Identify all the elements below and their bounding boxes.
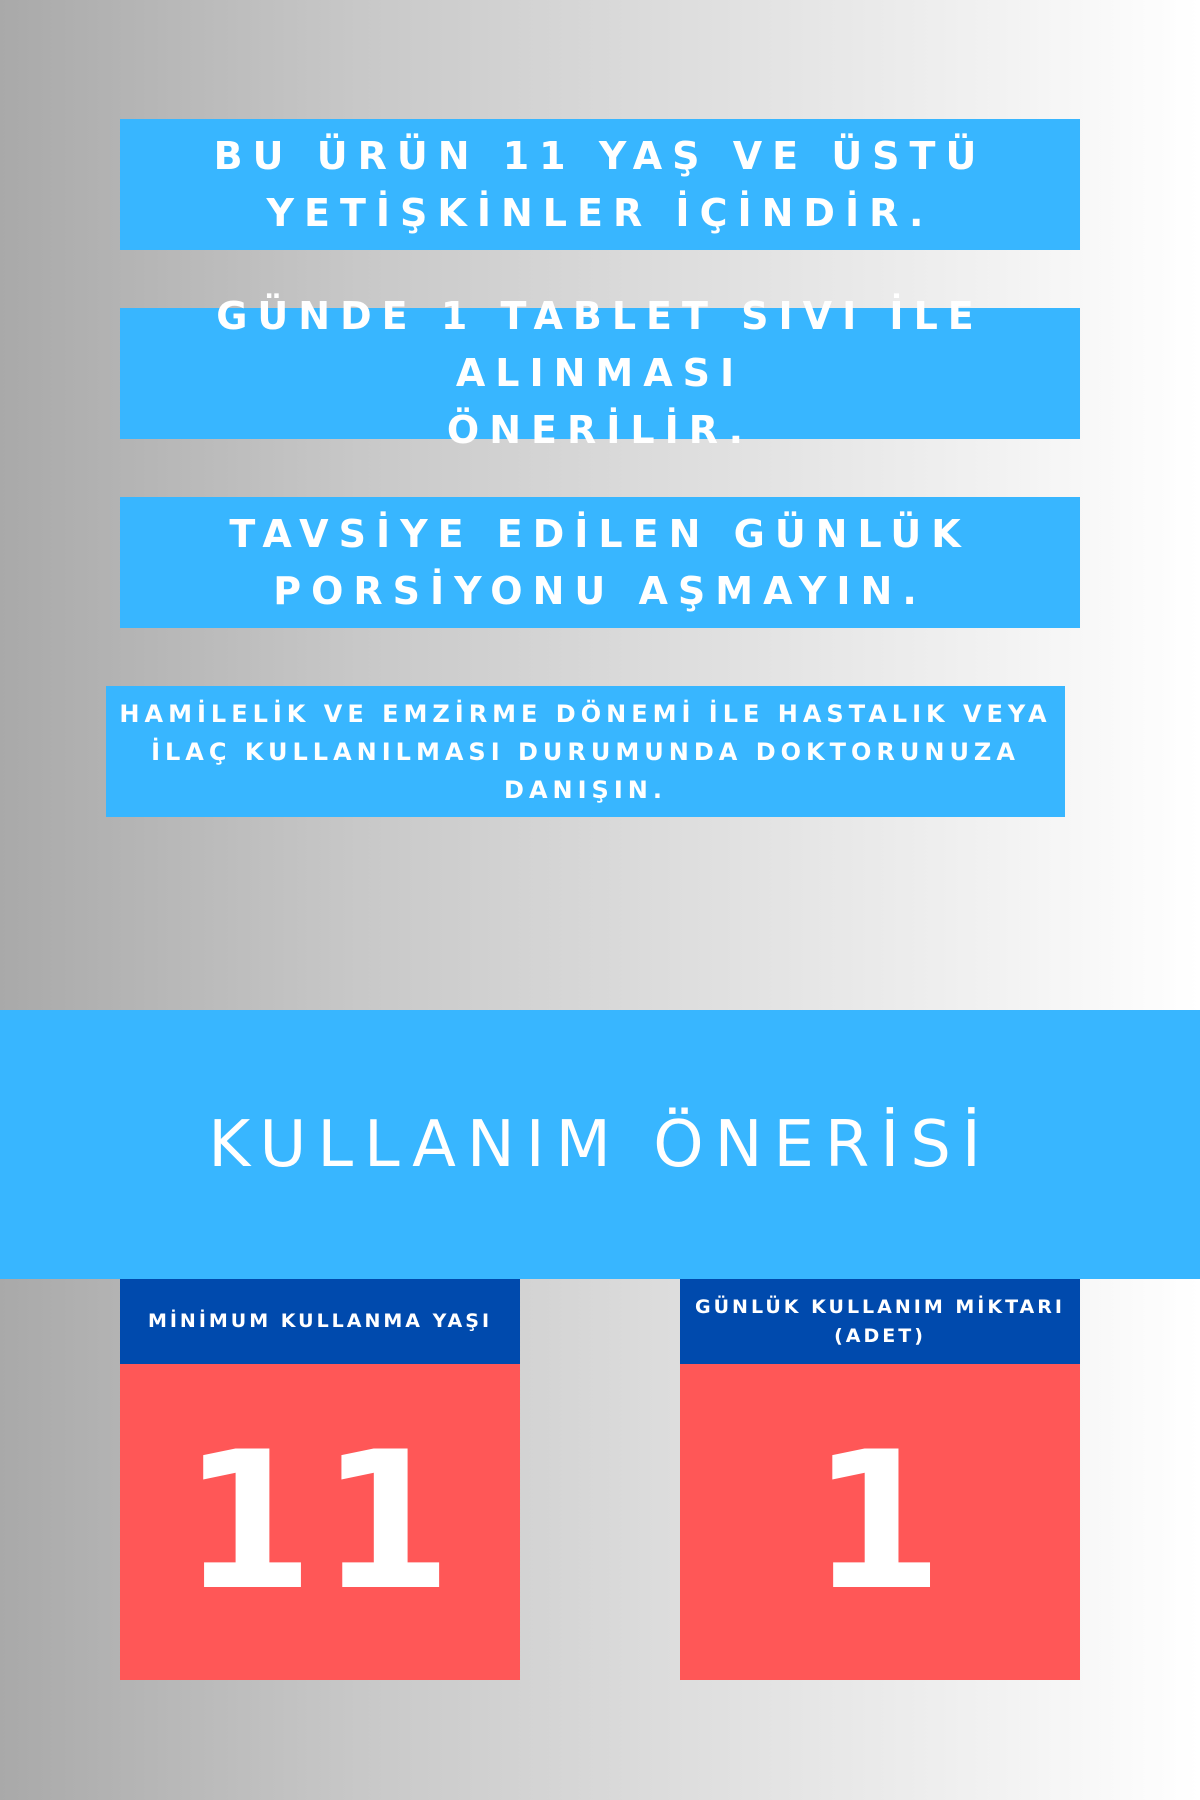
daily-amount-label: GÜNLÜK KULLANIM MİKTARI (ADET) [695,1295,1065,1347]
notice-pregnancy-text: HAMİLELİK VE EMZİRME DÖNEMİ İLE HASTALIK VEYA İLAÇ KULLANILMASI DURUMUNDA DOKTORUNUZA DANIŞIN. [119,699,1052,804]
min-age-value: 11 [120,1364,520,1680]
notice-portion-text: TAVSİYE EDİLEN GÜNLÜK PORSİYONU AŞMAYIN. [229,511,971,613]
notice-age [120,119,1080,250]
notice-pregnancy [106,686,1065,817]
daily-amount-card [680,1279,1080,1680]
min-age-card [120,1279,520,1680]
banner-title: KULLANIM ÖNERİSİ [208,1107,992,1182]
notice-age-text: BU ÜRÜN 11 YAŞ VE ÜSTÜ YETİŞKİNLER İÇİNDİR. [213,133,987,235]
notice-dosage-text: GÜNDE 1 TABLET SIVI İLE ALINMASI ÖNERİLİR. [216,294,984,452]
notice-portion [120,497,1080,628]
daily-amount-header [680,1279,1080,1364]
min-age-label: MİNİMUM KULLANMA YAŞI [147,1310,493,1332]
daily-amount-value: 1 [680,1364,1080,1680]
notice-dosage [120,294,1080,452]
usage-banner [0,1010,1200,1279]
min-age-header [120,1279,520,1364]
